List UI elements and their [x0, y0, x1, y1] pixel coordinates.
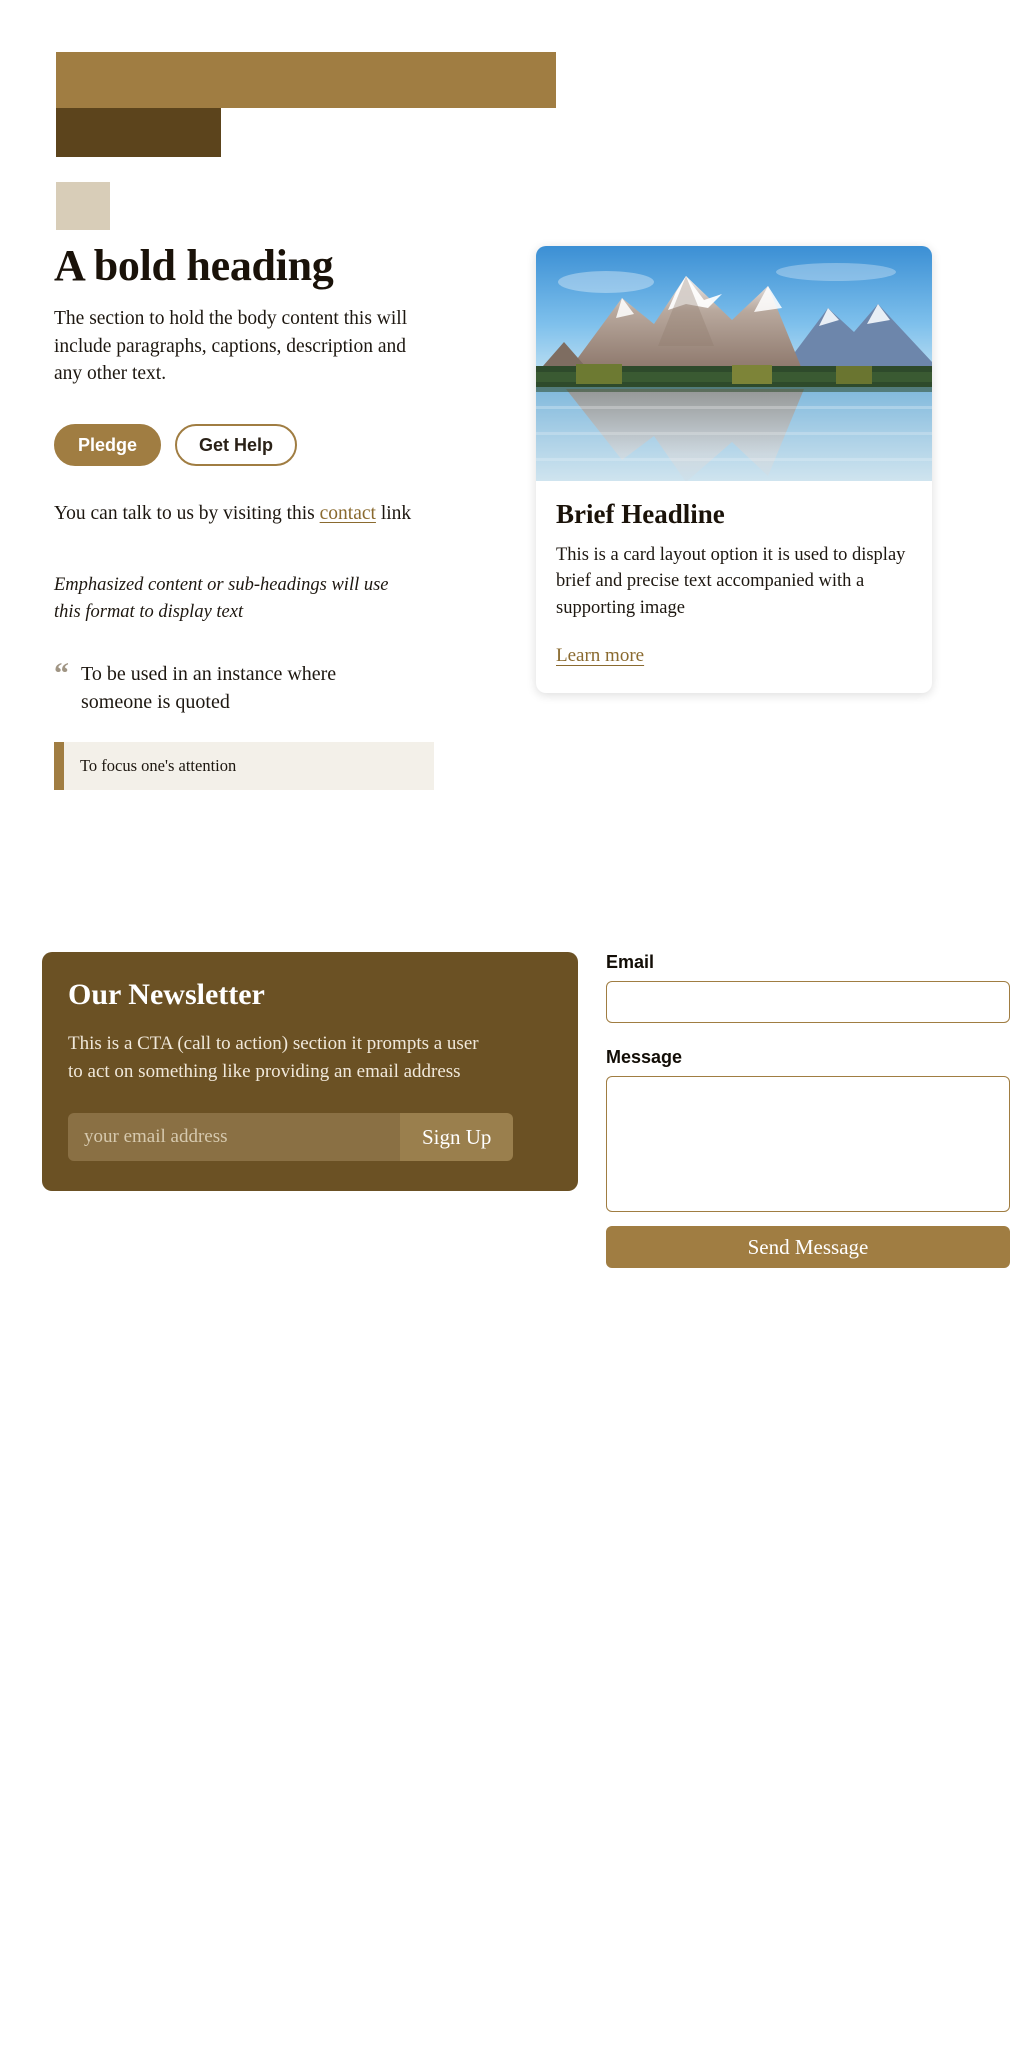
message-field-label: Message	[606, 1047, 683, 1067]
emphasis-text: Emphasized content or sub-headings will use this format to display text	[54, 575, 389, 623]
contact-sentence-before: You can talk to us by visiting this	[54, 503, 315, 525]
sign-up-button[interactable]: Sign Up	[400, 1113, 513, 1161]
hero-section	[54, 240, 474, 790]
card-image	[536, 246, 932, 481]
quote-mark-icon: “	[54, 656, 69, 690]
swatch-bar-primary	[56, 52, 556, 108]
mountain-lake-reflection-photo	[536, 246, 932, 481]
newsletter-title: Our Newsletter	[68, 978, 265, 1011]
card-body	[536, 481, 932, 693]
blockquote	[54, 656, 474, 716]
swatch-bar-light	[56, 182, 110, 230]
attention-callout: To focus one's attention	[54, 742, 434, 790]
email-field[interactable]	[606, 981, 1010, 1023]
newsletter-text: This is a CTA (call to action) section it prompts a user to act on something like providing an email address	[68, 1033, 479, 1082]
contact-form	[606, 952, 1010, 1268]
swatch-bar-dark	[56, 108, 221, 157]
send-message-button[interactable]: Send Message	[606, 1226, 1010, 1268]
hero-body-text: The section to hold the body content this will include paragraphs, captions, description and any other text.	[54, 308, 408, 385]
contact-sentence	[54, 500, 414, 528]
blockquote-text: To be used in an instance where someone is quoted	[81, 662, 337, 713]
content-card	[536, 246, 932, 693]
learn-more-link[interactable]: Learn more	[556, 644, 645, 666]
newsletter-form	[68, 1113, 552, 1161]
hero-button-row	[54, 424, 474, 466]
contact-sentence-after: link	[380, 503, 412, 525]
newsletter-cta	[42, 952, 578, 1191]
pledge-button[interactable]: Pledge	[54, 424, 161, 466]
card-text: This is a card layout option it is used to display brief and precise text accompanied with a supporting image	[556, 545, 906, 618]
page-title: A bold heading	[54, 241, 334, 290]
contact-link[interactable]: contact	[319, 503, 376, 525]
newsletter-email-input[interactable]	[68, 1113, 400, 1161]
email-field-label: Email	[606, 952, 655, 972]
message-field[interactable]	[606, 1076, 1010, 1212]
get-help-button[interactable]: Get Help	[175, 424, 297, 466]
card-title: Brief Headline	[556, 499, 725, 529]
